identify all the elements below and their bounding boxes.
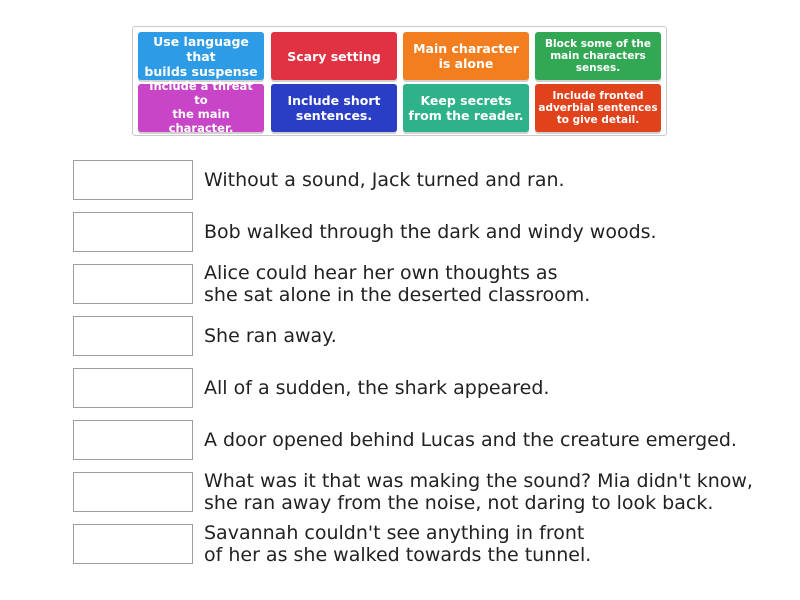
sentence-row <box>73 420 773 460</box>
tile-short-sentences[interactable]: Include short sentences. <box>271 84 397 132</box>
drop-box[interactable] <box>73 524 193 564</box>
sentence-row <box>73 368 773 408</box>
sentence-row <box>73 212 773 252</box>
tile-language-suspense[interactable]: Use language that builds suspense <box>138 32 264 80</box>
sentence-text: She ran away. <box>204 325 337 347</box>
tile-block-senses[interactable]: Block some of the main characters senses. <box>535 32 661 80</box>
sentence-row <box>73 524 773 564</box>
sentence-row <box>73 472 773 512</box>
tile-keep-secrets[interactable]: Keep secrets from the reader. <box>403 84 529 132</box>
drop-box[interactable] <box>73 368 193 408</box>
sentence-text: What was it that was making the sound? Mia didn't know, she ran away from the noise, not daring to look back. <box>204 470 753 514</box>
drop-box[interactable] <box>73 160 193 200</box>
drop-box[interactable] <box>73 472 193 512</box>
tile-scary-setting[interactable]: Scary setting <box>271 32 397 80</box>
tile-include-threat[interactable]: Include a threat to the main character. <box>138 84 264 132</box>
sentence-row <box>73 160 773 200</box>
drop-box[interactable] <box>73 420 193 460</box>
drop-box[interactable] <box>73 316 193 356</box>
tile-fronted-adverbials[interactable]: Include fronted adverbial sentences to give detail. <box>535 84 661 132</box>
drop-box[interactable] <box>73 264 193 304</box>
drop-box[interactable] <box>73 212 193 252</box>
sentence-text: All of a sudden, the shark appeared. <box>204 377 550 399</box>
tile-character-alone[interactable]: Main character is alone <box>403 32 529 80</box>
sentence-row <box>73 264 773 304</box>
answer-bank <box>132 26 667 136</box>
sentence-text: Savannah couldn't see anything in front of her as she walked towards the tunnel. <box>204 522 592 566</box>
sentence-text: Without a sound, Jack turned and ran. <box>204 169 565 191</box>
sentence-text: Alice could hear her own thoughts as she sat alone in the deserted classroom. <box>204 262 591 306</box>
sentence-text: Bob walked through the dark and windy woods. <box>204 221 657 243</box>
sentence-text: A door opened behind Lucas and the creature emerged. <box>204 429 737 451</box>
sentence-row <box>73 316 773 356</box>
